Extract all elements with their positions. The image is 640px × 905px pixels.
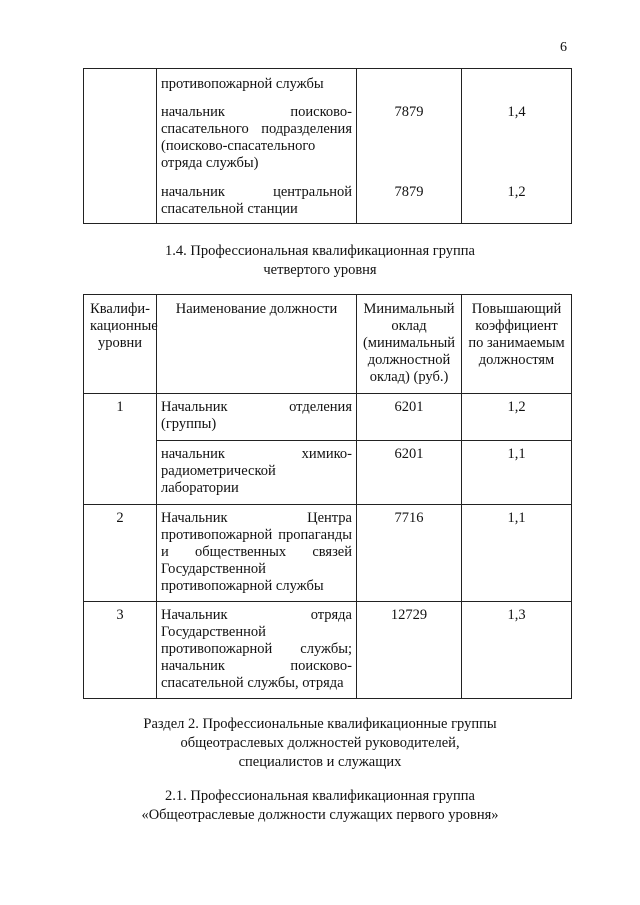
section-2-line2: общеотраслевых должностей руководителей, [180,735,460,751]
heading-2-1 [0,788,640,824]
salary-cell [357,602,462,699]
table-row [84,394,572,441]
salary-cell [357,505,462,602]
position-text: Начальник отряда Государственной противопожарной службы; начальник поисково-спасательной службы, отряда [161,607,352,691]
coef-value: 1,2 [507,184,526,201]
salary-value: 6201 [394,399,424,415]
position-cell [157,180,357,223]
position-cell [157,441,357,505]
header-level-text: Квалифи-кационные уровни [90,301,158,351]
salary-value: 7879 [394,184,424,201]
salary-value: 12729 [390,607,428,623]
level-cell [84,602,157,699]
coef-value: 1,3 [507,607,526,623]
table-row [84,602,572,699]
page-number: 6 [560,40,567,55]
position-cell [157,394,357,441]
level-value: 1 [116,399,124,415]
position-cell [157,602,357,699]
level-value: 3 [116,607,124,623]
salary-value: 7716 [394,510,424,526]
header-coef [462,295,572,394]
level-value: 2 [116,510,124,526]
heading-2-1-line1: 2.1. Профессиональная квалификационная группа [165,788,475,804]
coef-cell [462,441,572,505]
level-cell [84,69,157,224]
table-row [84,441,572,505]
coef-cell [462,98,572,180]
section-2-heading [0,716,640,771]
table-row [84,180,572,223]
coef-value: 1,1 [507,446,526,462]
salary-value: 6201 [394,446,424,462]
heading-1-4-line2: четвертого уровня [263,262,377,278]
header-position [157,295,357,394]
coef-cell [462,505,572,602]
table-header-row [84,295,572,394]
salary-cell [357,441,462,505]
heading-1-4 [0,243,640,279]
salary-cell [357,180,462,223]
coef-cell [462,180,572,223]
level-cell [84,394,157,505]
level-cell [84,505,157,602]
position-text: начальник поисково-спасательного подразделения (поисково-спасательного отряда службы) [161,104,352,172]
table-row [84,505,572,602]
salary-cell [357,394,462,441]
table-qualification-group-4 [83,294,572,699]
position-text: противопожарной службы [161,76,324,92]
salary-cell [357,69,462,99]
position-cell [157,505,357,602]
table-row [84,98,572,180]
coef-cell [462,394,572,441]
heading-1-4-line1: 1.4. Профессиональная квалификационная группа [165,243,475,259]
header-level [84,295,157,394]
section-2-line3: специалистов и служащих [238,754,402,770]
position-text: Начальник Центра противопожарной пропаганды и общественных связей Государственной противопожарной службы [161,510,352,594]
header-salary [357,295,462,394]
position-cell [157,98,357,180]
heading-2-1-line2: «Общеотраслевые должности служащих первого уровня» [141,807,499,823]
header-coef-text: Повышающий коэффициент по занимаемым должностям [468,301,565,368]
position-text: начальник центральной спасательной станции [161,184,352,218]
coef-cell [462,69,572,99]
section-2-line1: Раздел 2. Профессиональные квалификационные группы [143,716,497,732]
coef-cell [462,602,572,699]
coef-value: 1,2 [507,399,526,415]
header-position-text: Наименование должности [175,301,338,317]
coef-value: 1,1 [507,510,526,526]
position-text: начальник химико-радиометрической лаборатории [161,446,352,496]
salary-value: 7879 [394,104,424,121]
coef-value: 1,4 [507,104,526,121]
position-cell [157,69,357,99]
table-row [84,69,572,99]
salary-cell [357,98,462,180]
position-text: Начальник отделения (группы) [161,399,352,432]
header-salary-text: Минимальный оклад (минимальный должностной оклад) (руб.) [362,301,456,385]
table-continuation [83,68,572,224]
